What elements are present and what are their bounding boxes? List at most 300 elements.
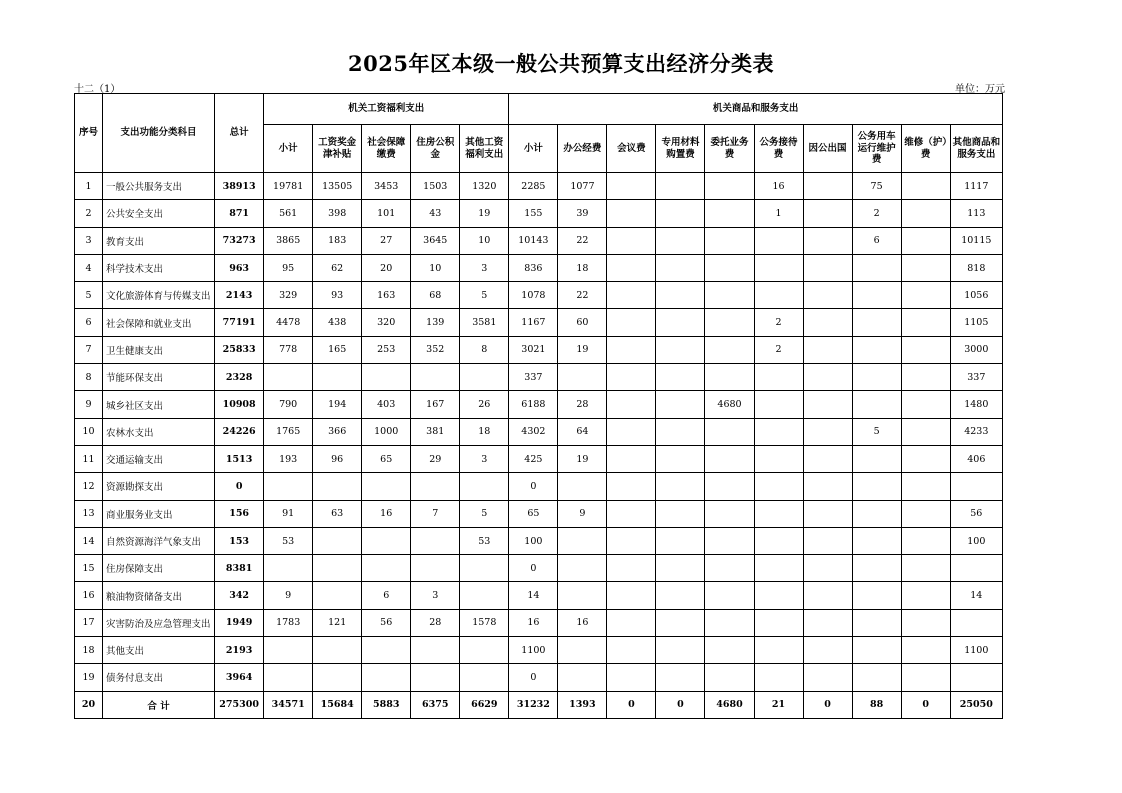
table-code: 十二（1） <box>74 84 121 95</box>
header-subject: 支出功能分类科目 <box>103 94 215 173</box>
row-seq: 10 <box>75 418 103 445</box>
table-cell <box>656 254 705 281</box>
table-cell: 14 <box>950 582 1002 609</box>
table-cell: 24226 <box>215 418 264 445</box>
table-cell: 56 <box>362 609 411 636</box>
header-seq: 序号 <box>75 94 103 173</box>
table-cell <box>558 555 607 582</box>
row-seq: 1 <box>75 173 103 200</box>
table-row <box>75 364 1003 391</box>
table-cell <box>754 637 803 664</box>
row-seq: 8 <box>75 364 103 391</box>
table-row <box>75 336 1003 363</box>
table-cell: 1078 <box>509 282 558 309</box>
table-cell <box>901 637 950 664</box>
table-cell <box>901 555 950 582</box>
table-cell <box>705 555 754 582</box>
table-cell: 14 <box>509 582 558 609</box>
table-cell <box>362 473 411 500</box>
table-cell: 406 <box>950 445 1002 472</box>
table-cell <box>313 555 362 582</box>
table-cell <box>803 173 852 200</box>
table-cell <box>705 664 754 691</box>
table-cell: 13505 <box>313 173 362 200</box>
table-cell <box>852 664 901 691</box>
table-cell: 6188 <box>509 391 558 418</box>
table-cell: 1077 <box>558 173 607 200</box>
table-cell <box>901 664 950 691</box>
table-cell: 5 <box>460 282 509 309</box>
table-cell <box>901 254 950 281</box>
row-seq: 2 <box>75 200 103 227</box>
table-cell: 53 <box>460 527 509 554</box>
row-seq: 15 <box>75 555 103 582</box>
table-cell: 75 <box>852 173 901 200</box>
row-seq: 11 <box>75 445 103 472</box>
header-subcolumn: 其他工资福利支出 <box>460 125 509 173</box>
table-cell <box>656 309 705 336</box>
table-cell <box>852 282 901 309</box>
table-cell: 2285 <box>509 173 558 200</box>
table-cell <box>460 364 509 391</box>
table-cell <box>803 445 852 472</box>
table-cell <box>901 500 950 527</box>
unit-label: 单位：万元 <box>955 84 1005 95</box>
table-cell <box>264 664 313 691</box>
table-cell: 100 <box>509 527 558 554</box>
table-cell: 0 <box>215 473 264 500</box>
table-cell <box>852 309 901 336</box>
table-cell <box>901 582 950 609</box>
table-cell <box>705 309 754 336</box>
table-cell <box>803 637 852 664</box>
table-cell: 183 <box>313 227 362 254</box>
row-seq: 5 <box>75 282 103 309</box>
table-cell <box>411 637 460 664</box>
table-cell: 4680 <box>705 691 754 718</box>
table-cell: 329 <box>264 282 313 309</box>
table-cell: 2 <box>754 309 803 336</box>
table-cell <box>754 227 803 254</box>
table-cell <box>803 309 852 336</box>
table-cell <box>705 254 754 281</box>
row-subject: 教育支出 <box>103 227 215 254</box>
table-cell <box>313 527 362 554</box>
table-row <box>75 309 1003 336</box>
table-cell: 155 <box>509 200 558 227</box>
row-seq: 6 <box>75 309 103 336</box>
table-cell: 77191 <box>215 309 264 336</box>
table-cell: 1765 <box>264 418 313 445</box>
table-cell: 113 <box>950 200 1002 227</box>
table-cell: 1783 <box>264 609 313 636</box>
table-cell: 8 <box>460 336 509 363</box>
table-cell <box>754 254 803 281</box>
table-cell: 818 <box>950 254 1002 281</box>
table-cell <box>656 664 705 691</box>
table-cell: 2 <box>852 200 901 227</box>
table-cell: 398 <box>313 200 362 227</box>
row-subject: 交通运输支出 <box>103 445 215 472</box>
table-cell: 5883 <box>362 691 411 718</box>
table-cell <box>950 555 1002 582</box>
table-cell <box>460 637 509 664</box>
table-cell <box>607 309 656 336</box>
table-cell <box>950 473 1002 500</box>
table-cell <box>705 282 754 309</box>
table-cell: 22 <box>558 282 607 309</box>
row-subject: 其他支出 <box>103 637 215 664</box>
table-cell <box>411 664 460 691</box>
table-cell: 1100 <box>950 637 1002 664</box>
table-cell <box>754 609 803 636</box>
table-cell: 167 <box>411 391 460 418</box>
table-cell: 22 <box>558 227 607 254</box>
table-cell <box>460 664 509 691</box>
table-row <box>75 227 1003 254</box>
table-cell: 1480 <box>950 391 1002 418</box>
table-cell: 139 <box>411 309 460 336</box>
table-cell <box>558 582 607 609</box>
table-cell <box>607 582 656 609</box>
header-subcolumn: 会议费 <box>607 125 656 173</box>
header-subcolumn: 住房公积金 <box>411 125 460 173</box>
header-subcolumn: 小计 <box>264 125 313 173</box>
row-subject: 城乡社区支出 <box>103 391 215 418</box>
table-cell <box>607 445 656 472</box>
table-cell: 3 <box>411 582 460 609</box>
table-cell <box>950 609 1002 636</box>
table-cell <box>264 555 313 582</box>
table-cell <box>852 582 901 609</box>
table-cell <box>901 173 950 200</box>
row-subject: 灾害防治及应急管理支出 <box>103 609 215 636</box>
table-cell <box>558 527 607 554</box>
table-cell <box>852 391 901 418</box>
table-cell <box>901 473 950 500</box>
table-cell <box>754 582 803 609</box>
table-cell <box>656 173 705 200</box>
row-seq: 19 <box>75 664 103 691</box>
table-cell <box>313 637 362 664</box>
table-cell: 1393 <box>558 691 607 718</box>
table-cell <box>901 227 950 254</box>
table-cell <box>803 391 852 418</box>
row-subject: 粮油物资储备支出 <box>103 582 215 609</box>
table-cell <box>803 527 852 554</box>
table-cell: 39 <box>558 200 607 227</box>
table-cell: 62 <box>313 254 362 281</box>
table-cell: 19 <box>558 445 607 472</box>
table-cell <box>656 555 705 582</box>
table-cell: 1949 <box>215 609 264 636</box>
table-cell: 194 <box>313 391 362 418</box>
table-cell <box>705 527 754 554</box>
table-row <box>75 527 1003 554</box>
table-cell <box>754 664 803 691</box>
table-cell <box>558 473 607 500</box>
table-cell: 38913 <box>215 173 264 200</box>
table-cell: 18 <box>558 254 607 281</box>
table-cell <box>803 282 852 309</box>
table-cell: 1100 <box>509 637 558 664</box>
table-cell <box>803 664 852 691</box>
table-cell <box>656 282 705 309</box>
table-cell: 4302 <box>509 418 558 445</box>
table-cell: 16 <box>509 609 558 636</box>
table-row <box>75 555 1003 582</box>
table-cell: 16 <box>558 609 607 636</box>
table-cell <box>705 364 754 391</box>
table-cell: 2143 <box>215 282 264 309</box>
table-cell <box>754 473 803 500</box>
table-cell <box>411 527 460 554</box>
row-seq: 4 <box>75 254 103 281</box>
table-cell: 26 <box>460 391 509 418</box>
table-cell: 10908 <box>215 391 264 418</box>
table-cell <box>901 200 950 227</box>
table-row <box>75 445 1003 472</box>
table-cell: 0 <box>509 555 558 582</box>
row-seq: 12 <box>75 473 103 500</box>
table-cell: 18 <box>460 418 509 445</box>
table-cell <box>656 418 705 445</box>
table-cell: 438 <box>313 309 362 336</box>
table-cell <box>754 391 803 418</box>
table-cell <box>901 609 950 636</box>
table-cell <box>901 309 950 336</box>
table-cell: 163 <box>362 282 411 309</box>
table-cell <box>264 473 313 500</box>
table-cell <box>803 336 852 363</box>
table-cell: 96 <box>313 445 362 472</box>
row-seq: 7 <box>75 336 103 363</box>
table-cell <box>754 500 803 527</box>
table-cell: 16 <box>754 173 803 200</box>
table-cell: 963 <box>215 254 264 281</box>
table-row <box>75 637 1003 664</box>
table-cell <box>362 664 411 691</box>
header-subcolumn: 社会保障缴费 <box>362 125 411 173</box>
table-cell <box>607 200 656 227</box>
table-cell <box>607 173 656 200</box>
table-cell: 561 <box>264 200 313 227</box>
table-cell: 10 <box>460 227 509 254</box>
table-cell: 6 <box>362 582 411 609</box>
table-cell: 10115 <box>950 227 1002 254</box>
table-cell <box>411 473 460 500</box>
header-subcolumn: 公务接待费 <box>754 125 803 173</box>
table-cell <box>852 555 901 582</box>
table-cell: 10143 <box>509 227 558 254</box>
row-subject: 资源勘探支出 <box>103 473 215 500</box>
table-cell <box>607 336 656 363</box>
table-cell: 88 <box>852 691 901 718</box>
table-cell <box>852 609 901 636</box>
table-cell: 425 <box>509 445 558 472</box>
table-cell <box>656 609 705 636</box>
header-subcolumn: 因公出国 <box>803 125 852 173</box>
table-cell <box>705 500 754 527</box>
table-cell <box>754 555 803 582</box>
table-cell: 3021 <box>509 336 558 363</box>
table-cell: 9 <box>264 582 313 609</box>
table-cell: 100 <box>950 527 1002 554</box>
table-cell <box>607 364 656 391</box>
header-subcolumn: 公务用车运行维护费 <box>852 125 901 173</box>
table-cell: 1000 <box>362 418 411 445</box>
table-cell: 193 <box>264 445 313 472</box>
table-cell <box>362 637 411 664</box>
row-subject: 文化旅游体育与传媒支出 <box>103 282 215 309</box>
table-cell: 43 <box>411 200 460 227</box>
table-cell: 25050 <box>950 691 1002 718</box>
expenditure-table <box>74 93 1003 719</box>
table-cell <box>901 282 950 309</box>
table-cell <box>803 254 852 281</box>
row-subject: 商业服务业支出 <box>103 500 215 527</box>
table-cell <box>607 609 656 636</box>
table-cell: 3865 <box>264 227 313 254</box>
row-subject: 一般公共服务支出 <box>103 173 215 200</box>
table-cell <box>607 282 656 309</box>
table-cell: 64 <box>558 418 607 445</box>
table-cell <box>607 664 656 691</box>
table-cell <box>901 391 950 418</box>
row-subject: 公共安全支出 <box>103 200 215 227</box>
row-seq: 14 <box>75 527 103 554</box>
table-cell: 121 <box>313 609 362 636</box>
table-cell: 91 <box>264 500 313 527</box>
table-cell <box>803 582 852 609</box>
table-cell: 8381 <box>215 555 264 582</box>
table-cell: 19 <box>558 336 607 363</box>
summary-row <box>75 691 1003 718</box>
table-cell <box>901 336 950 363</box>
table-cell: 60 <box>558 309 607 336</box>
table-cell: 778 <box>264 336 313 363</box>
table-cell: 6375 <box>411 691 460 718</box>
table-cell <box>607 418 656 445</box>
row-subject: 卫生健康支出 <box>103 336 215 363</box>
table-cell: 4478 <box>264 309 313 336</box>
table-cell: 381 <box>411 418 460 445</box>
table-cell <box>607 391 656 418</box>
table-cell <box>362 555 411 582</box>
table-cell: 3645 <box>411 227 460 254</box>
table-cell <box>852 637 901 664</box>
table-cell <box>656 637 705 664</box>
table-cell <box>460 555 509 582</box>
table-cell <box>656 364 705 391</box>
table-cell <box>852 445 901 472</box>
table-cell <box>656 227 705 254</box>
table-cell: 5 <box>852 418 901 445</box>
table-cell <box>901 445 950 472</box>
row-subject: 社会保障和就业支出 <box>103 309 215 336</box>
header-subcolumn: 委托业务费 <box>705 125 754 173</box>
table-cell: 63 <box>313 500 362 527</box>
table-cell: 337 <box>509 364 558 391</box>
table-cell: 790 <box>264 391 313 418</box>
table-cell: 0 <box>509 473 558 500</box>
table-cell <box>803 473 852 500</box>
table-cell: 34571 <box>264 691 313 718</box>
table-cell <box>607 527 656 554</box>
table-cell <box>607 637 656 664</box>
table-cell: 0 <box>901 691 950 718</box>
table-cell <box>558 364 607 391</box>
table-cell <box>313 364 362 391</box>
table-cell <box>411 364 460 391</box>
table-cell <box>656 473 705 500</box>
table-cell <box>313 664 362 691</box>
table-cell: 68 <box>411 282 460 309</box>
table-cell: 3581 <box>460 309 509 336</box>
header-subcolumn: 专用材料购置费 <box>656 125 705 173</box>
table-cell: 28 <box>411 609 460 636</box>
table-cell: 15684 <box>313 691 362 718</box>
header-subcolumn: 小计 <box>509 125 558 173</box>
table-cell <box>803 500 852 527</box>
table-cell <box>656 200 705 227</box>
table-cell <box>313 473 362 500</box>
table-cell <box>705 582 754 609</box>
table-cell <box>803 555 852 582</box>
row-subject: 自然资源海洋气象支出 <box>103 527 215 554</box>
row-seq: 20 <box>75 691 103 718</box>
table-cell <box>852 364 901 391</box>
table-cell <box>901 418 950 445</box>
table-cell: 3964 <box>215 664 264 691</box>
table-cell: 156 <box>215 500 264 527</box>
header-subcolumn: 其他商品和服务支出 <box>950 125 1002 173</box>
table-row <box>75 609 1003 636</box>
table-cell: 253 <box>362 336 411 363</box>
table-cell: 101 <box>362 200 411 227</box>
table-cell: 19781 <box>264 173 313 200</box>
table-cell: 0 <box>803 691 852 718</box>
table-cell: 1105 <box>950 309 1002 336</box>
table-cell: 5 <box>460 500 509 527</box>
table-cell <box>558 637 607 664</box>
table-cell <box>264 364 313 391</box>
table-cell: 7 <box>411 500 460 527</box>
table-cell <box>607 227 656 254</box>
table-row <box>75 418 1003 445</box>
table-cell <box>803 200 852 227</box>
table-cell <box>264 637 313 664</box>
table-cell <box>460 473 509 500</box>
table-cell: 320 <box>362 309 411 336</box>
table-cell <box>705 227 754 254</box>
table-cell: 27 <box>362 227 411 254</box>
table-row <box>75 254 1003 281</box>
table-cell: 4233 <box>950 418 1002 445</box>
table-cell: 6629 <box>460 691 509 718</box>
table-cell: 4680 <box>705 391 754 418</box>
row-subject: 节能环保支出 <box>103 364 215 391</box>
table-cell: 2 <box>754 336 803 363</box>
table-cell: 93 <box>313 282 362 309</box>
table-cell <box>705 473 754 500</box>
table-row <box>75 200 1003 227</box>
table-cell <box>754 364 803 391</box>
table-cell <box>754 445 803 472</box>
table-cell: 352 <box>411 336 460 363</box>
table-cell: 0 <box>656 691 705 718</box>
table-cell: 29 <box>411 445 460 472</box>
